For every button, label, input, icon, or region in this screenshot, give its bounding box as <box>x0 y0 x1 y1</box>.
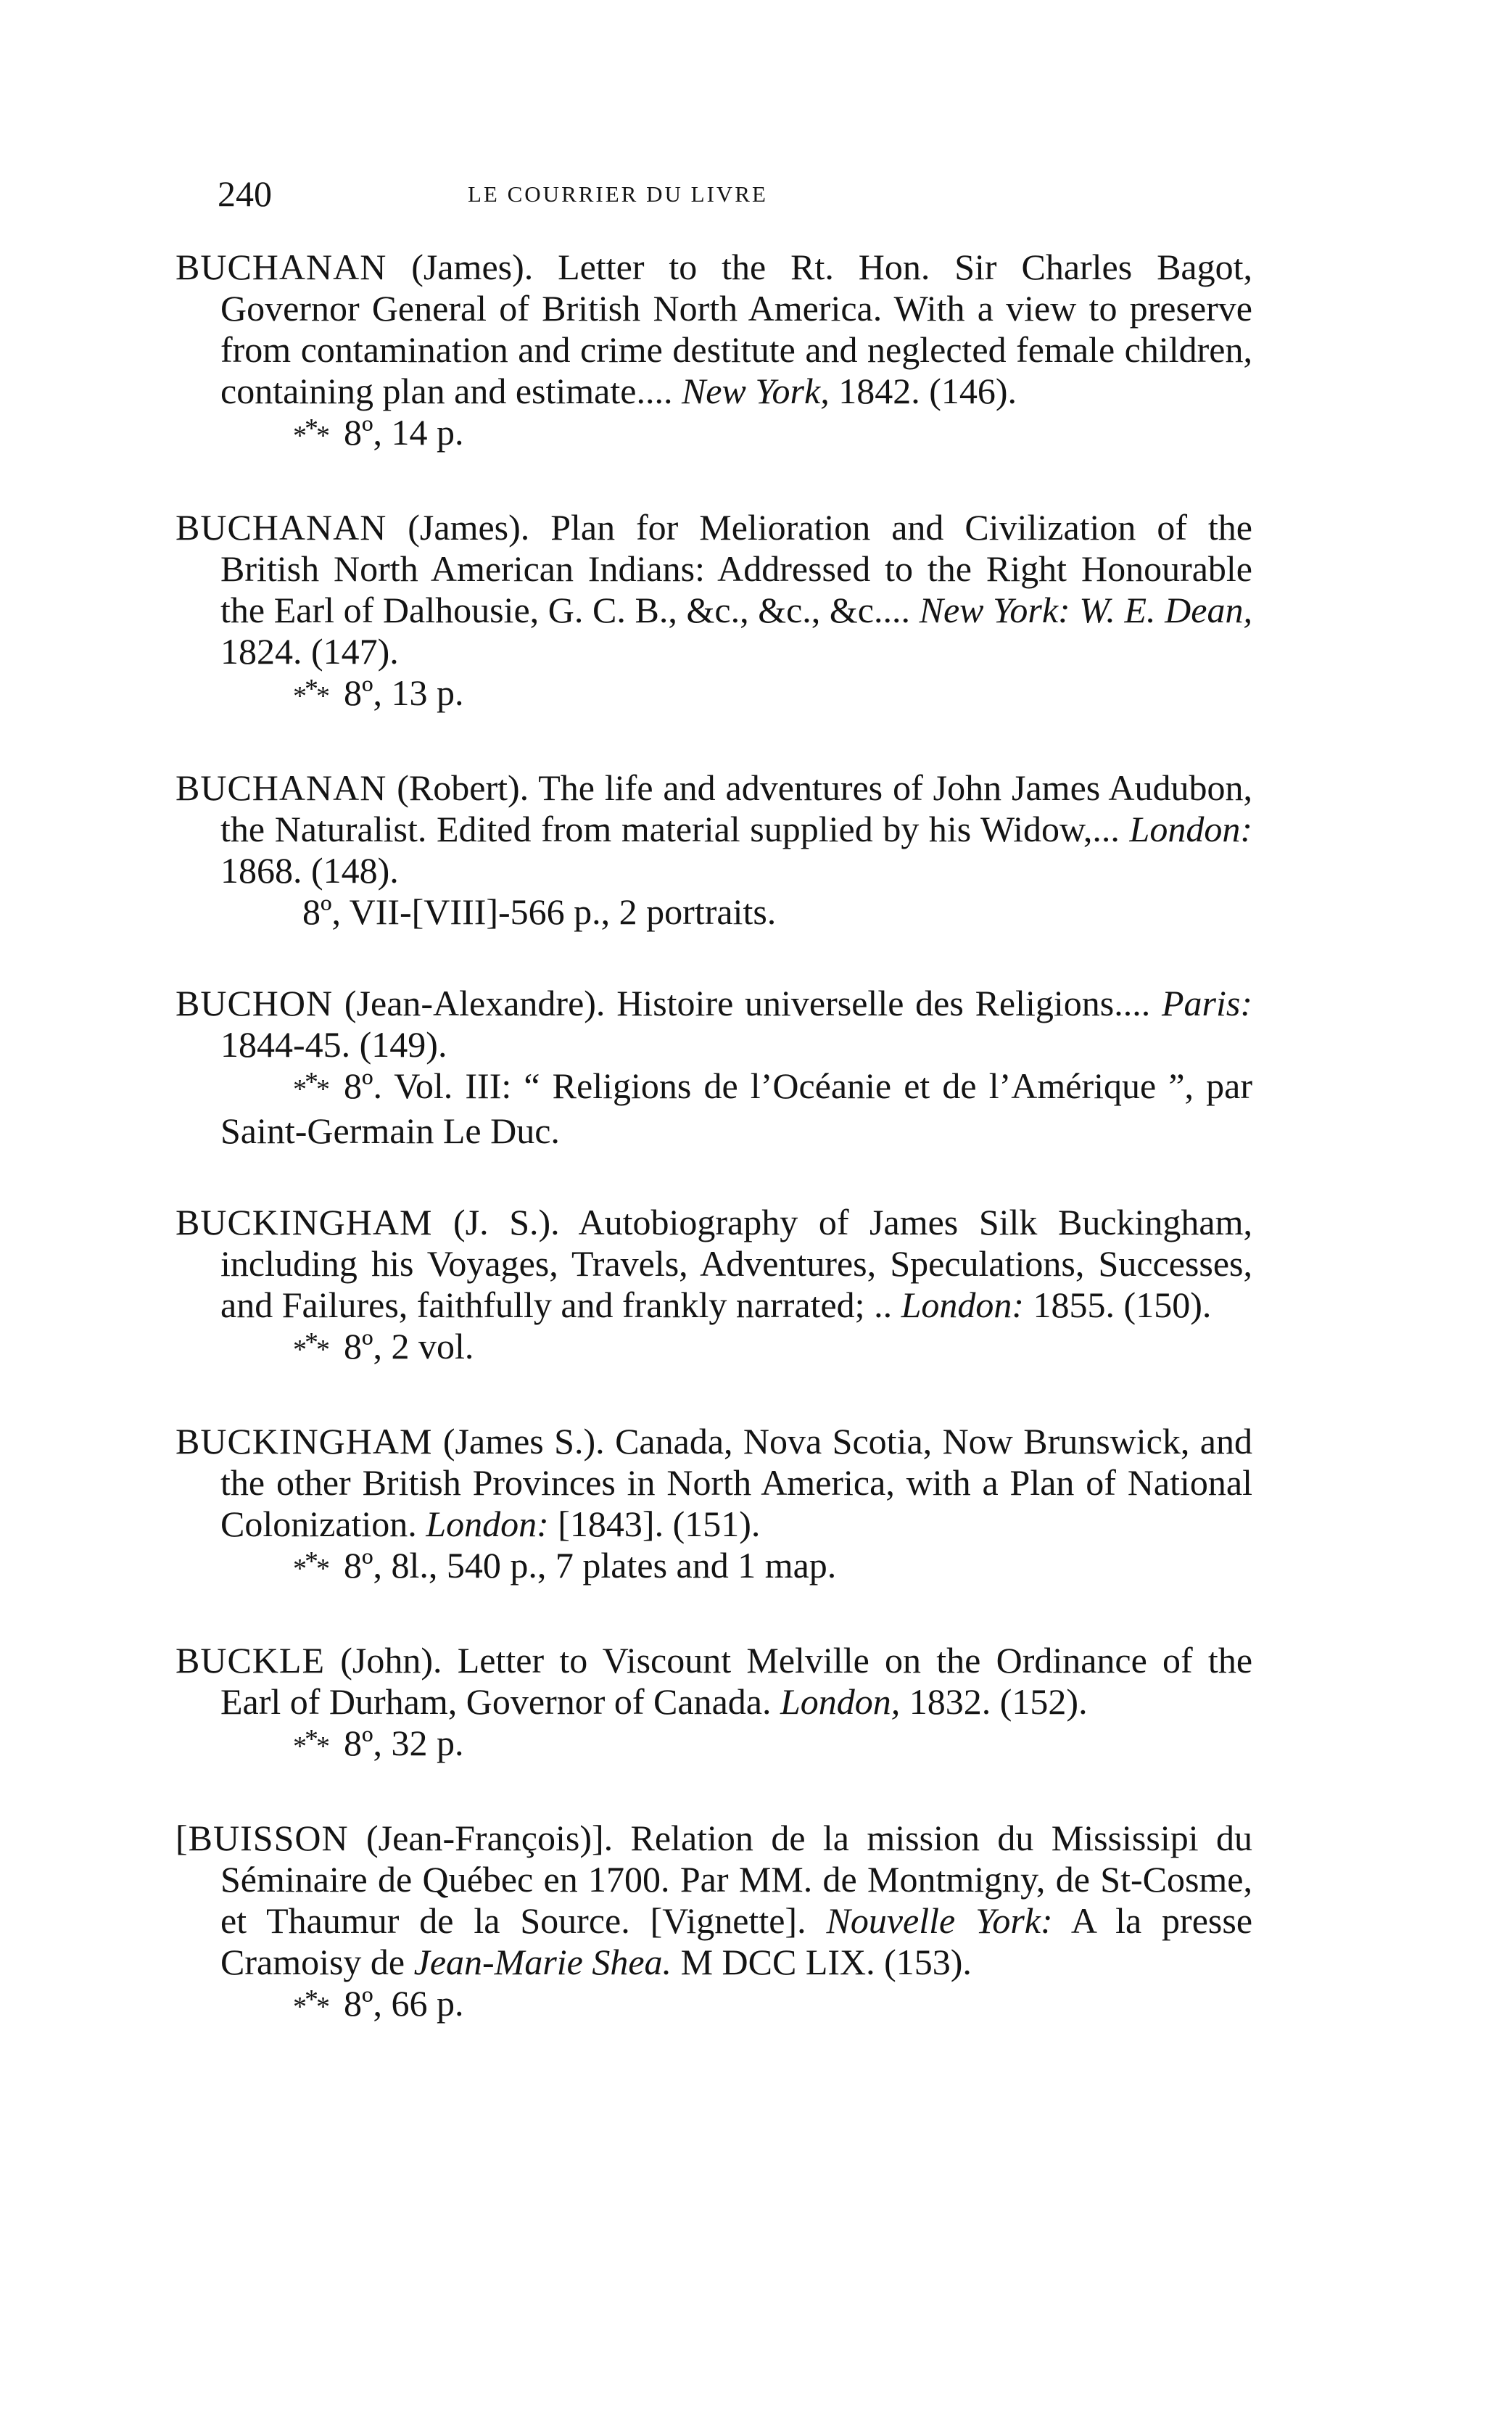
entry-collation <box>175 1723 1252 1768</box>
entry-151 <box>175 1421 1252 1590</box>
entry-author: BUCHANAN <box>175 767 387 808</box>
entry-collation-text: 8º. Vol. III: “ Religions de l’Océanie et de l’Amérique ”, par Saint-Germain Le Duc. <box>220 1065 1252 1151</box>
entry-author: BUCKINGHAM <box>175 1202 433 1242</box>
page-header <box>218 173 1233 223</box>
entry-imprint: London: <box>426 1504 549 1544</box>
entry-imprint-tail: 1868. (148). <box>220 850 399 891</box>
entry-author-name: (Jean-Alexandre). <box>344 983 606 1023</box>
entry-text <box>175 507 1252 672</box>
entry-author-name: (J. S.). <box>453 1202 560 1242</box>
entry-imprint: London: <box>901 1285 1025 1325</box>
entry-title: Relation de la mission du Mississipi du Séminaire de Québec en 1700. Par MM. de Montmigny, de St-Cosme, et Thaumur de la Source. [Vignette]. <box>220 1818 1252 1941</box>
entry-text <box>175 1421 1252 1545</box>
entry-collation-text: 8º, 32 p. <box>344 1723 464 1763</box>
entry-author: BUCKINGHAM <box>175 1421 433 1461</box>
entry-imprint-tail: 1832. (152). <box>909 1681 1088 1722</box>
entry-title: Histoire universelle des Religions.... <box>616 983 1151 1023</box>
entry-text <box>175 247 1252 412</box>
asterism-icon: *** <box>293 1724 328 1762</box>
entry-list <box>175 247 1252 2078</box>
asterism-icon: *** <box>293 1067 328 1105</box>
entry-collation-text: 8º, 66 p. <box>344 1983 464 2024</box>
entry-148 <box>175 767 1252 933</box>
entry-text <box>175 1818 1252 1983</box>
asterism-icon: *** <box>293 413 328 451</box>
entry-text <box>175 1640 1252 1723</box>
entry-imprint-publisher: Jean-Marie Shea. <box>413 1942 672 1982</box>
entry-collation-text: 8º, 14 p. <box>344 412 464 453</box>
entry-author-name: (James). <box>411 247 534 287</box>
entry-imprint: London, <box>780 1681 901 1722</box>
entry-author: BUCHANAN <box>175 507 387 548</box>
entry-imprint: London: <box>1129 809 1252 849</box>
entry-147 <box>175 507 1252 717</box>
asterism-icon: *** <box>293 674 328 712</box>
entry-author-name: (James S.). <box>442 1421 605 1461</box>
entry-imprint: New York, <box>681 371 830 411</box>
entry-collation <box>175 891 1252 933</box>
entry-imprint-tail: 1824. (147). <box>220 631 399 672</box>
entry-title: Letter to the Rt. Hon. Sir Charles Bagot, Governor General of British North America. With a view to preserve from contamination and crime destitute and neglected female children, containing plan and estimate.... <box>220 247 1253 411</box>
entry-collation <box>175 672 1252 717</box>
entry-collation <box>175 1326 1252 1371</box>
entry-collation <box>175 1065 1252 1152</box>
entry-title: The life and adventures of John James Audubon, the Naturalist. Edited from material supplied by his Widow,... <box>220 767 1253 849</box>
entry-text <box>175 1202 1252 1326</box>
entry-150 <box>175 1202 1252 1371</box>
entry-imprint-tail: [1843]. (151). <box>558 1504 761 1544</box>
entry-title: Canada, Nova Scotia, Now Brunswick, and the other British Provinces in North America, with a Plan of National Colonization. <box>220 1421 1252 1544</box>
entry-collation-text: 8º, VII-[VIII]-566 p., 2 portraits. <box>302 891 777 932</box>
entry-153 <box>175 1818 1252 2028</box>
entry-author: BUCHANAN <box>175 247 387 287</box>
entry-imprint: Paris: <box>1162 983 1253 1023</box>
asterism-icon: *** <box>293 1546 328 1584</box>
entry-title: Letter to Viscount Melville on the Ordinance of the Earl of Durham, Governor of Canada. <box>220 1640 1253 1722</box>
entry-imprint: Nouvelle York: <box>826 1900 1053 1941</box>
entry-author: BUCKLE <box>175 1640 325 1681</box>
entry-collation-text: 8º, 13 p. <box>344 672 464 713</box>
entry-text <box>175 767 1252 891</box>
entry-author-name: (John). <box>340 1640 442 1681</box>
entry-title: Autobiography of James Silk Buckingham, including his Voyages, Travels, Adventures, Speculations, Successes, and Failures, faithfully and frankly narrated; .. <box>220 1202 1252 1325</box>
entry-imprint-tail: 1844-45. (149). <box>220 1024 447 1065</box>
entry-author-name: (James). <box>408 507 530 548</box>
entry-collation <box>175 412 1252 457</box>
entry-imprint-tail: 1855. (150). <box>1033 1285 1212 1325</box>
entry-collation-text: 8º, 8l., 540 p., 7 plates and 1 map. <box>344 1545 837 1586</box>
entry-imprint: New York: W. E. Dean, <box>919 590 1252 630</box>
running-title: LE COURRIER DU LIVRE <box>468 181 768 207</box>
asterism-icon: *** <box>293 1984 328 2022</box>
entry-imprint-tail: 1842. (146). <box>838 371 1017 411</box>
entry-149 <box>175 983 1252 1152</box>
entry-author: BUCHON <box>175 983 334 1023</box>
entry-author-name: (Jean-François)]. <box>365 1818 614 1858</box>
entry-imprint-tail: A la presse Cramoisy de <box>220 1900 1253 1982</box>
entry-collation <box>175 1545 1252 1590</box>
entry-author-name: (Robert). <box>397 767 529 808</box>
entry-collation-text: 8º, 2 vol. <box>344 1326 474 1366</box>
entry-152 <box>175 1640 1252 1768</box>
entry-146 <box>175 247 1252 457</box>
entry-author: [BUISSON <box>175 1818 349 1858</box>
entry-title: Plan for Melioration and Civilization of the British North American Indians: Addressed to the Right Honourable the Earl of Dalhousie, G. C. B., &c., &c., &c.... <box>220 507 1252 630</box>
entry-imprint-date: M DCC LIX. (153). <box>680 1942 972 1982</box>
asterism-icon: *** <box>293 1327 328 1365</box>
page-number: 240 <box>218 173 272 214</box>
entry-collation <box>175 1983 1252 2028</box>
entry-text <box>175 983 1252 1065</box>
